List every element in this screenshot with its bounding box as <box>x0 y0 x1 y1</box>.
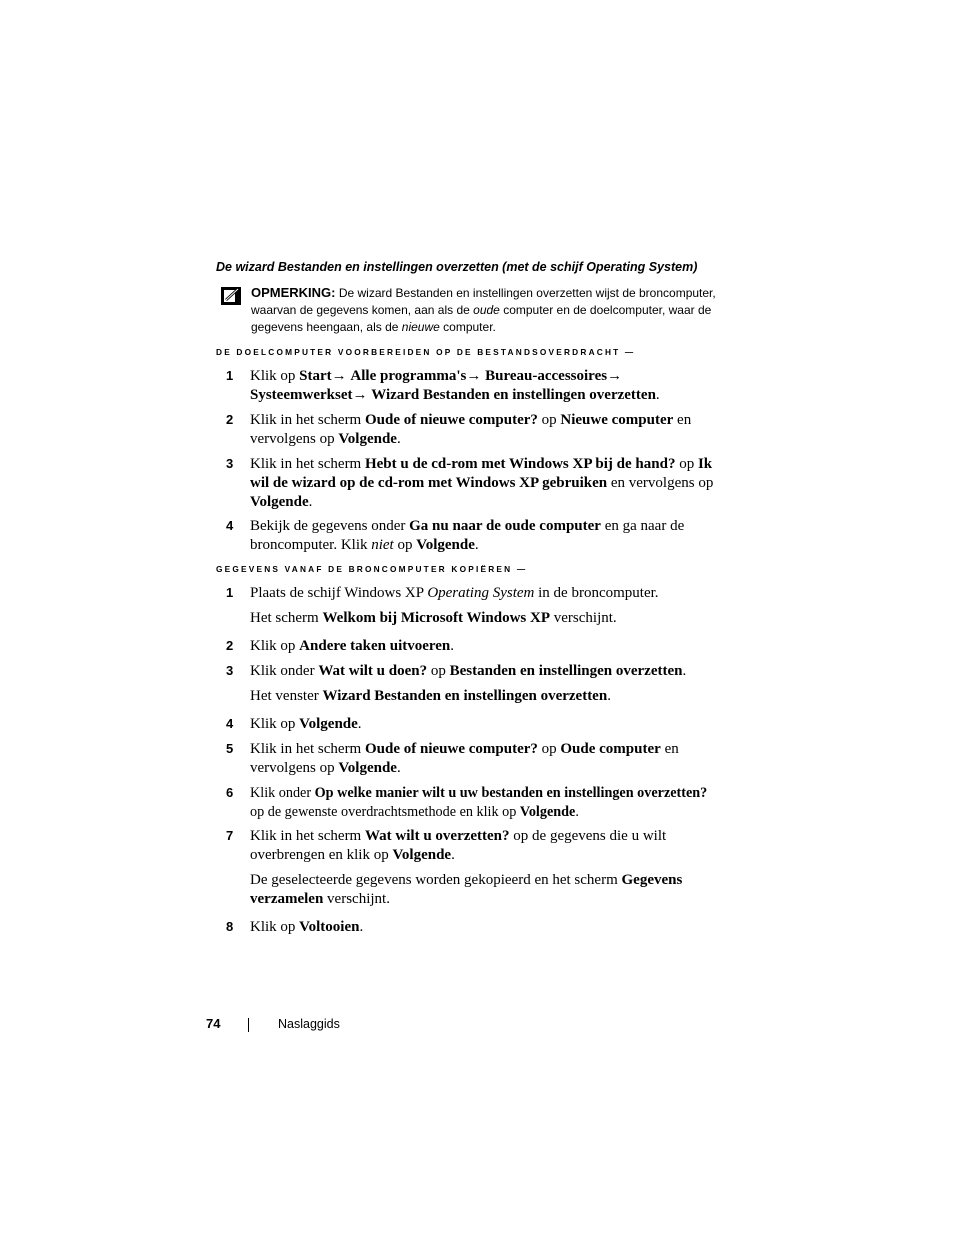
note-label: OPMERKING: <box>251 285 336 300</box>
step-text: Klik in het scherm Oude of nieuwe computer? op Oude computer en vervolgens op Volgende. <box>250 741 679 776</box>
step-text: Bekijk de gegevens onder Ga nu naar de oude computer en ga naar de broncomputer. Klik niet op Volgende. <box>250 518 685 553</box>
note-emphasis: nieuwe <box>401 320 440 334</box>
step-text: Klik in het scherm Hebt u de cd-rom met Windows XP bij de hand? op Ik wil de wizard op de cd-rom met Windows XP gebruiken en vervolgens op Volgende. <box>250 456 714 510</box>
subsection-heading-prepare: DE DOELCOMPUTER VOORBEREIDEN OP DE BESTANDSOVERDRACHT — <box>216 347 636 357</box>
note-text <box>251 284 716 336</box>
note-text-part: computer en de doelcomputer, waar de gegevens heengaan, als de <box>251 303 712 334</box>
step-text: Klik op Start→ Alle programma's→ Bureau-accessoires→ Systeemwerkset→ Wizard Bestanden en instellingen overzetten. <box>250 368 660 403</box>
section-title: De wizard Bestanden en instellingen overzetten (met de schijf Operating System) <box>216 260 698 274</box>
step-number: 2 <box>226 412 234 427</box>
note-text-part: De wizard Bestanden en instellingen overzetten wijst de broncomputer, waarvan de gegevens komen, aan als de <box>251 286 716 317</box>
step-text: Klik op Volgende. <box>250 716 362 732</box>
step-result-text: De geselecteerde gegevens worden gekopieerd en het scherm Gegevens verzamelen verschijnt. <box>250 872 683 907</box>
step-number: 8 <box>226 919 234 934</box>
step-text: Klik onder Wat wilt u doen? op Bestanden en instellingen overzetten. <box>250 663 687 679</box>
step-result-text: Het scherm Welkom bij Microsoft Windows XP verschijnt. <box>250 610 617 626</box>
step-number: 4 <box>226 716 234 731</box>
step-number: 6 <box>226 785 234 800</box>
footer-label: Naslaggids <box>278 1017 340 1031</box>
step-number: 5 <box>226 741 234 756</box>
footer-divider <box>248 1018 249 1032</box>
note-text-part: computer. <box>439 320 496 334</box>
pencil-note-icon <box>220 286 242 306</box>
step-number: 1 <box>226 585 234 600</box>
step-number: 4 <box>226 518 234 533</box>
step-text: Klik in het scherm Oude of nieuwe computer? op Nieuwe computer en vervolgens op Volgende. <box>250 412 692 447</box>
step-number: 2 <box>226 638 234 653</box>
subsection-heading-copy: GEGEVENS VANAF DE BRONCOMPUTER KOPIËREN — <box>216 564 528 574</box>
note-emphasis: oude <box>473 303 500 317</box>
step-text: Klik onder Op welke manier wilt u uw bestanden en instellingen overzetten? op de gewenste overdrachtsmethode en klik op Volgende. <box>250 785 708 820</box>
step-number: 1 <box>226 368 234 383</box>
step-text: Klik op Andere taken uitvoeren. <box>250 638 455 654</box>
step-number: 3 <box>226 663 234 678</box>
step-text: Klik op Voltooien. <box>250 919 364 935</box>
step-number: 7 <box>226 828 234 843</box>
step-text: Klik in het scherm Wat wilt u overzetten? op de gegevens die u wilt overbrengen en klik op Volgende. <box>250 828 667 863</box>
step-text: Plaats de schijf Windows XP Operating System in de broncomputer. <box>250 585 659 601</box>
step-number: 3 <box>226 456 234 471</box>
page-number: 74 <box>206 1016 221 1031</box>
step-result-text: Het venster Wizard Bestanden en instellingen overzetten. <box>250 688 611 704</box>
